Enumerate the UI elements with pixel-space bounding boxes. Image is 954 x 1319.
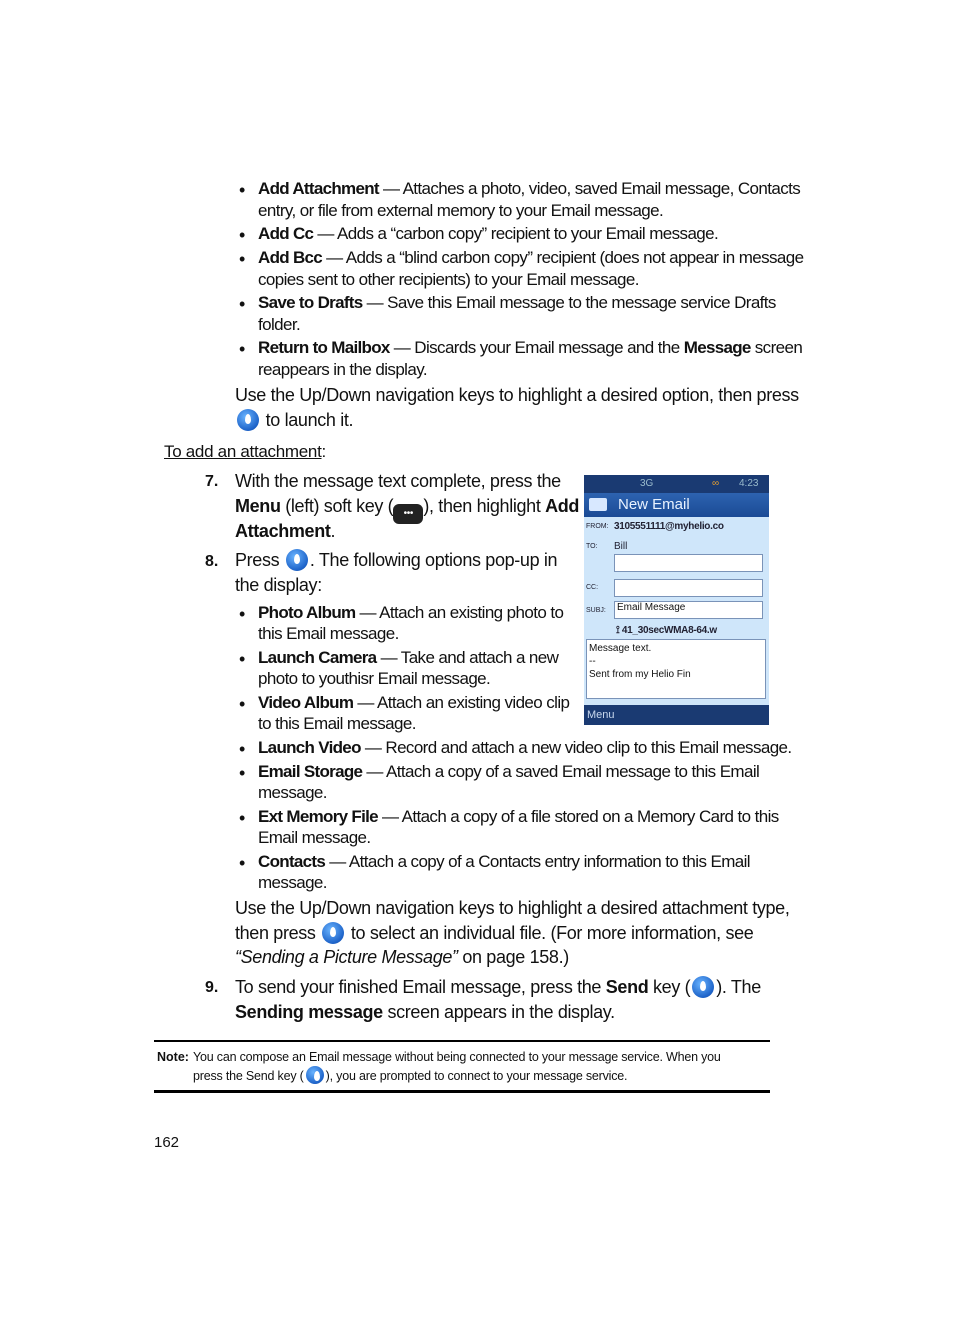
note-bottom-rule bbox=[154, 1090, 770, 1093]
bullet: • bbox=[239, 853, 246, 873]
bullet-item-email-storage: Email Storage — Attach a copy of a saved Email message to this Email bbox=[258, 762, 760, 781]
attachment-row: ⟟ 41_30secWMA8-64.w bbox=[616, 625, 717, 636]
bullet: • bbox=[239, 649, 246, 669]
step-number: 7. bbox=[205, 473, 219, 490]
bullet-item-continuation: message. bbox=[258, 783, 327, 802]
bullet-item-continuation: this Email message. bbox=[258, 624, 399, 643]
instruction-paragraph-line2: to launch it. bbox=[235, 408, 353, 433]
bullet-item-photo-album: Photo Album — Attach an existing photo to bbox=[258, 603, 564, 622]
ok-key-icon bbox=[322, 922, 344, 944]
bullet: • bbox=[239, 808, 246, 828]
instruction-paragraph-line2: then press to select an individual file. (For more information, see bbox=[235, 923, 754, 943]
bullet-item-continuation: photo to youthisr Email message. bbox=[258, 669, 491, 688]
bullet-item-video-album: Video Album — Attach an existing video clip bbox=[258, 693, 570, 712]
note-text: You can compose an Email message without being connected to your message service. When you bbox=[193, 1050, 721, 1064]
bullet: • bbox=[239, 694, 246, 714]
bullet-item-continuation: reappears in the display. bbox=[258, 360, 427, 379]
bullet-item-ext-memory-file: Ext Memory File — Attach a copy of a file stored on a Memory Card to this bbox=[258, 807, 779, 826]
attachment-icon: ⟟ bbox=[616, 625, 622, 636]
phone-menu-softkey: Menu bbox=[584, 705, 769, 725]
bullet-item-continuation: copies sent to other recipients) to your Email message. bbox=[258, 270, 639, 289]
step-number: 9. bbox=[205, 979, 219, 996]
bullet-item-add-cc: Add Cc — Adds a “carbon copy” recipient to your Email message. bbox=[258, 224, 719, 243]
subject-field: Email Message bbox=[614, 601, 763, 619]
step-7-text-line2: Menu (left) soft key ( ••• ), then highlight Add bbox=[235, 494, 579, 524]
ok-key-icon bbox=[286, 549, 308, 571]
note-top-rule bbox=[154, 1040, 770, 1042]
section-heading: To add an attachment: bbox=[164, 442, 326, 461]
step-8-text-line2: the display: bbox=[235, 575, 322, 595]
instruction-paragraph: Use the Up/Down navigation keys to highlight a desired option, then press bbox=[235, 385, 799, 405]
cc-field bbox=[614, 579, 763, 597]
signal-icon: ∞ bbox=[712, 478, 720, 489]
clock: 4:23 bbox=[739, 478, 759, 489]
bullet-item-continuation: folder. bbox=[258, 315, 301, 334]
bullet-item-continuation: message. bbox=[258, 873, 327, 892]
ok-key-icon bbox=[237, 409, 259, 431]
note-text-line2: press the Send key ( ), you are prompted to connect to your message service. bbox=[193, 1066, 627, 1084]
bullet-item-contacts: Contacts — Attach a copy of a Contacts entry information to this Email bbox=[258, 852, 750, 871]
bullet-item-launch-camera: Launch Camera — Take and attach a new bbox=[258, 648, 559, 667]
phone-title: New Email bbox=[618, 496, 690, 513]
bullet: • bbox=[239, 763, 246, 783]
bullet-item-launch-video: Launch Video — Record and attach a new video clip to this Email message. bbox=[258, 738, 792, 757]
step-9-text: To send your finished Email message, press the Send key ( ). The bbox=[235, 977, 761, 997]
envelope-icon bbox=[589, 498, 607, 511]
send-key-icon bbox=[692, 976, 714, 998]
bullet: • bbox=[239, 225, 246, 245]
bullet: • bbox=[239, 739, 246, 759]
bullet-item-continuation: to this Email message. bbox=[258, 714, 416, 733]
page-number: 162 bbox=[154, 1134, 180, 1151]
soft-key-icon: ••• bbox=[393, 504, 423, 524]
bullet: • bbox=[239, 339, 246, 359]
instruction-paragraph: Use the Up/Down navigation keys to highlight a desired attachment type, bbox=[235, 898, 790, 918]
bullet-item-add-attachment: Add Attachment — Attaches a photo, video, saved Email message, Contacts bbox=[258, 179, 801, 198]
bullet: • bbox=[239, 604, 246, 624]
bullet-item-add-bcc: Add Bcc — Adds a “blind carbon copy” recipient (does not appear in message bbox=[258, 248, 804, 267]
bullet-item-return-to-mailbox: Return to Mailbox — Discards your Email message and the Message screen bbox=[258, 338, 803, 357]
bullet-item-save-to-drafts: Save to Drafts — Save this Email message to the message service Drafts bbox=[258, 293, 776, 312]
step-9-text-line2: Sending message screen appears in the display. bbox=[235, 1002, 615, 1022]
step-7-text-line3: Attachment. bbox=[235, 521, 336, 541]
network-indicator: 3G bbox=[640, 478, 654, 489]
step-7-text: With the message text complete, press the bbox=[235, 471, 561, 491]
phone-title-bar bbox=[584, 493, 769, 517]
phone-status-bar bbox=[584, 475, 769, 493]
bullet: • bbox=[239, 249, 246, 269]
phone-screenshot: 3G ∞ 4:23 New Email FROM: 3105551111@myhelio.co TO: Bill CC: SUBJ: Email Message ⟟ 41_30secWMA8-64.w Message text. -- Sent from my Helio Fin Menu bbox=[584, 475, 769, 725]
to-field bbox=[614, 554, 763, 572]
bullet-item-continuation: Email message. bbox=[258, 828, 371, 847]
bullet-item-continuation: entry, or file from external memory to your Email message. bbox=[258, 201, 664, 220]
bullet: • bbox=[239, 294, 246, 314]
step-8-text: Press . The following options pop-up in bbox=[235, 550, 558, 570]
instruction-paragraph-line3: “Sending a Picture Message” on page 158.) bbox=[235, 947, 569, 967]
bullet: • bbox=[239, 180, 246, 200]
send-key-icon bbox=[306, 1066, 324, 1084]
step-number: 8. bbox=[205, 553, 219, 570]
note-label: Note: bbox=[157, 1050, 189, 1064]
message-body: Message text. -- Sent from my Helio Fin bbox=[586, 639, 766, 699]
